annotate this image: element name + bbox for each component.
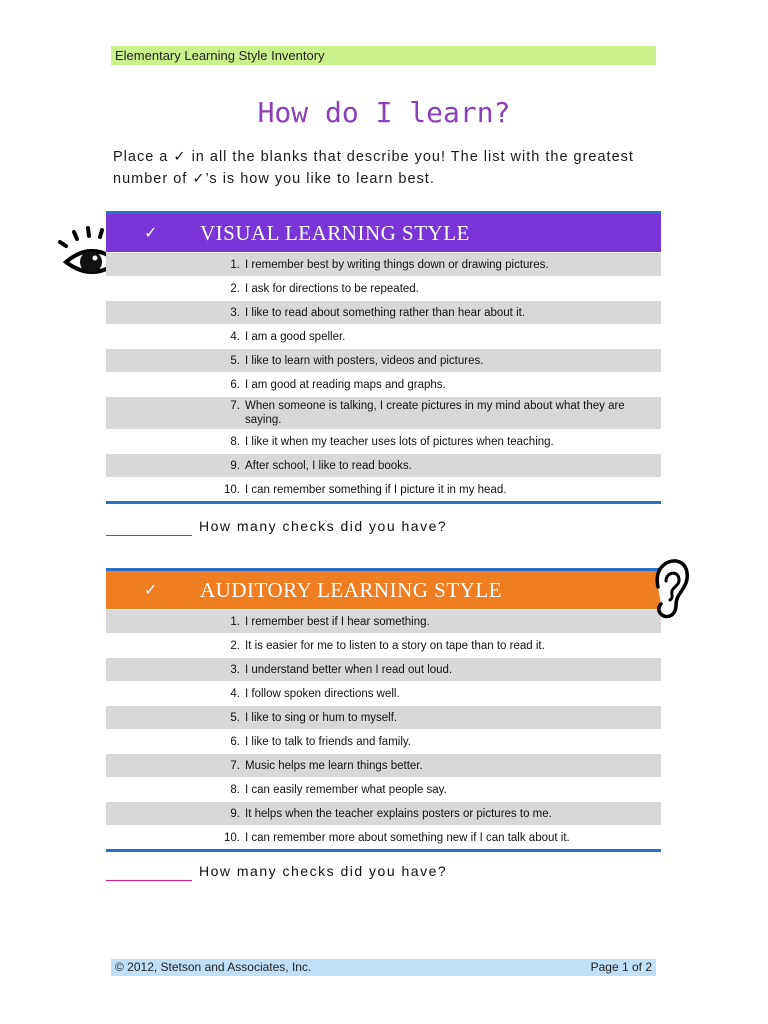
item-text: I like to sing or hum to myself. — [245, 712, 398, 724]
item-number: 6. — [230, 379, 240, 391]
visual-items-list — [106, 252, 661, 501]
item-text: I remember best by writing things down or drawing pictures. — [245, 259, 549, 271]
list-item — [106, 825, 661, 849]
list-item — [106, 681, 661, 705]
intro-instructions: Place a ✓ in all the blanks that describe you! The list with the greatest number of ✓’s is how you like to learn best. — [113, 149, 634, 187]
list-item — [106, 372, 661, 396]
item-number: 6. — [230, 736, 240, 748]
item-number: 10. — [224, 832, 240, 844]
item-text: I am a good speller. — [245, 331, 346, 343]
item-text: When someone is talking, I create pictures in my mind about what they are saying. — [245, 400, 625, 426]
item-text: I like to talk to friends and family. — [245, 736, 411, 748]
document-footer — [111, 959, 656, 976]
list-item — [106, 348, 661, 372]
item-text: I can remember something if I picture it in my head. — [245, 484, 507, 496]
item-text: It is easier for me to listen to a story on tape than to read it. — [245, 640, 545, 652]
auditory-count-row — [106, 861, 666, 885]
list-item — [106, 609, 661, 633]
item-text: I can remember more about something new if I can talk about it. — [245, 832, 570, 844]
item-text: I like to learn with posters, videos and pictures. — [245, 355, 484, 367]
auditory-count-blank[interactable] — [106, 880, 192, 881]
item-number: 5. — [230, 355, 240, 367]
list-item — [106, 477, 661, 501]
list-item — [106, 453, 661, 477]
list-item — [106, 324, 661, 348]
list-item — [106, 705, 661, 729]
ear-icon — [648, 557, 692, 623]
copyright-text: © 2012, Stetson and Associates, Inc. — [115, 960, 312, 974]
auditory-count-question: How many checks did you have? — [199, 863, 448, 879]
item-number: 9. — [230, 808, 240, 820]
item-number: 3. — [230, 307, 240, 319]
item-text: After school, I like to read books. — [245, 460, 412, 472]
visual-count-question: How many checks did you have? — [199, 518, 448, 534]
item-number: 7. — [230, 400, 240, 412]
item-number: 3. — [230, 664, 240, 676]
item-number: 4. — [230, 331, 240, 343]
checkmark-icon: ✓ — [144, 580, 158, 599]
visual-count-blank[interactable] — [106, 535, 192, 536]
item-text: I like it when my teacher uses lots of pictures when teaching. — [245, 436, 554, 448]
item-number: 1. — [230, 259, 240, 271]
document-header — [111, 46, 656, 65]
item-number: 8. — [230, 784, 240, 796]
list-item — [106, 429, 661, 453]
header-title: Elementary Learning Style Inventory — [115, 48, 325, 63]
visual-section — [106, 211, 661, 504]
list-item — [106, 657, 661, 681]
auditory-section-title: AUDITORY LEARNING STYLE — [200, 578, 502, 602]
auditory-section-header — [106, 571, 661, 609]
item-number: 2. — [230, 283, 240, 295]
item-number: 8. — [230, 436, 240, 448]
item-text: I understand better when I read out loud. — [245, 664, 453, 676]
list-item — [106, 729, 661, 753]
list-item — [106, 396, 661, 429]
item-number: 1. — [230, 616, 240, 628]
visual-section-header — [106, 214, 661, 252]
item-number: 10. — [224, 484, 240, 496]
item-number: 2. — [230, 640, 240, 652]
item-text: I remember best if I hear something. — [245, 616, 430, 628]
item-number: 7. — [230, 760, 240, 772]
item-number: 5. — [230, 712, 240, 724]
section-bottom-rule — [106, 501, 661, 504]
item-text: I can easily remember what people say. — [245, 784, 447, 796]
list-item — [106, 252, 661, 276]
checkmark-icon: ✓ — [144, 223, 158, 242]
item-text: I follow spoken directions well. — [245, 688, 400, 700]
item-text: I like to read about something rather than hear about it. — [245, 307, 526, 319]
item-text: I am good at reading maps and graphs. — [245, 379, 446, 391]
item-number: 9. — [230, 460, 240, 472]
item-text: Music helps me learn things better. — [245, 760, 423, 772]
list-item — [106, 300, 661, 324]
section-bottom-rule — [106, 849, 661, 852]
item-number: 4. — [230, 688, 240, 700]
list-item — [106, 633, 661, 657]
visual-section-title: VISUAL LEARNING STYLE — [200, 221, 470, 245]
auditory-items-list — [106, 609, 661, 849]
list-item — [106, 801, 661, 825]
list-item — [106, 276, 661, 300]
list-item — [106, 753, 661, 777]
item-text: It helps when the teacher explains posters or pictures to me. — [245, 808, 552, 820]
auditory-section — [106, 568, 661, 852]
page-number: Page 1 of 2 — [590, 960, 652, 974]
list-item — [106, 777, 661, 801]
page-title: How do I learn? — [257, 96, 511, 129]
item-text: I ask for directions to be repeated. — [245, 283, 419, 295]
visual-count-row — [106, 516, 666, 540]
